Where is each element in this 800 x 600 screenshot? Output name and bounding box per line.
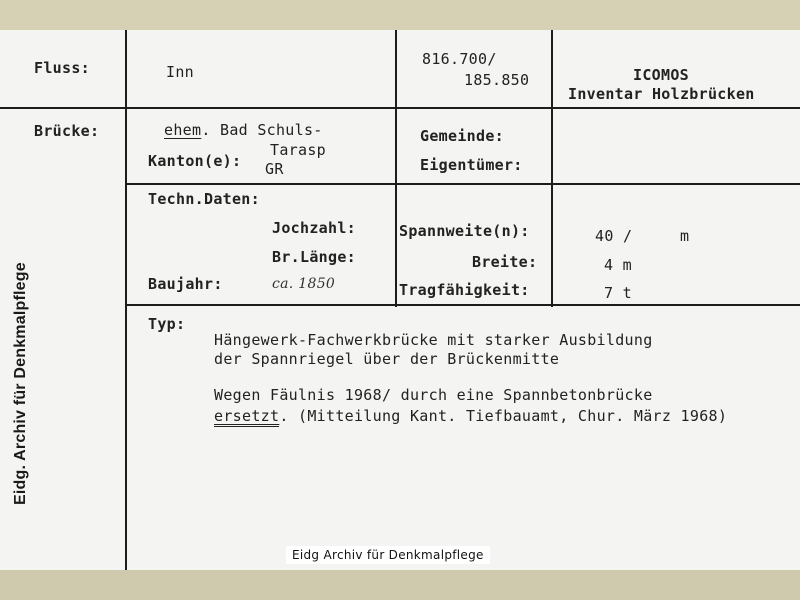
- gemeinde-label: Gemeinde:: [420, 127, 504, 145]
- spannweite-label: Spannweite(n):: [399, 222, 530, 240]
- note-line-2: [214, 408, 727, 425]
- spannweite-unit: m: [680, 227, 690, 245]
- bruecke-label: Brücke:: [34, 122, 100, 140]
- tragfaehigkeit-value: 7 t: [604, 284, 632, 302]
- bruecke-prefix: ehem: [164, 121, 202, 139]
- org-line-2: Inventar Holzbrücken: [568, 85, 755, 103]
- note-ersetzt: ersetzt: [214, 407, 280, 425]
- spannweite-value: 40 /: [595, 227, 633, 245]
- horizontal-rule-3: [125, 304, 800, 306]
- bruecke-value-line-2: Tarasp: [270, 141, 326, 159]
- bruecke-name: . Bad Schuls-: [201, 121, 323, 139]
- fluss-value: Inn: [166, 63, 194, 81]
- note-line-1: Wegen Fäulnis 1968/ durch eine Spannbetonbrücke: [214, 386, 653, 404]
- photo-frame-bottom: [0, 570, 800, 600]
- typ-line-2: der Spannriegel über der Brückenmitte: [214, 350, 560, 368]
- baujahr-value: ca. 1850: [272, 276, 336, 292]
- baujahr-label: Baujahr:: [148, 275, 223, 293]
- breite-value: 4 m: [604, 256, 632, 274]
- vertical-rule-right: [551, 30, 553, 307]
- bruecke-value: [164, 122, 323, 139]
- inventory-card: [0, 30, 800, 570]
- kanton-label: Kanton(e):: [148, 152, 242, 170]
- typ-line-1: Hängewerk-Fachwerkbrücke mit starker Ausbildung: [214, 331, 653, 349]
- photo-frame-top: [0, 0, 800, 30]
- breite-label: Breite:: [472, 253, 538, 271]
- note-line-2-rest: . (Mitteilung Kant. Tiefbauamt, Chur. März 1968): [279, 407, 728, 425]
- horizontal-rule-2: [125, 183, 800, 185]
- image-caption: Eidg Archiv für Denkmalpflege: [286, 546, 490, 564]
- typ-label: Typ:: [148, 315, 186, 333]
- fluss-label: Fluss:: [34, 59, 90, 77]
- eigentuemer-label: Eigentümer:: [420, 156, 523, 174]
- horizontal-rule-1: [0, 107, 800, 109]
- laenge-label: Br.Länge:: [272, 248, 356, 266]
- coords-line-1: 816.700/: [422, 50, 497, 68]
- coords-line-2: 185.850: [464, 71, 530, 89]
- kanton-value: GR: [265, 160, 284, 178]
- tragfaehigkeit-label: Tragfähigkeit:: [399, 281, 530, 299]
- org-line-1: ICOMOS: [633, 66, 689, 84]
- techn-daten-label: Techn.Daten:: [148, 190, 260, 208]
- archive-stamp: Eidg. Archiv für Denkmalpflege: [12, 262, 29, 505]
- vertical-rule-middle: [395, 30, 397, 307]
- vertical-rule-left: [125, 30, 127, 570]
- jochzahl-label: Jochzahl:: [272, 219, 356, 237]
